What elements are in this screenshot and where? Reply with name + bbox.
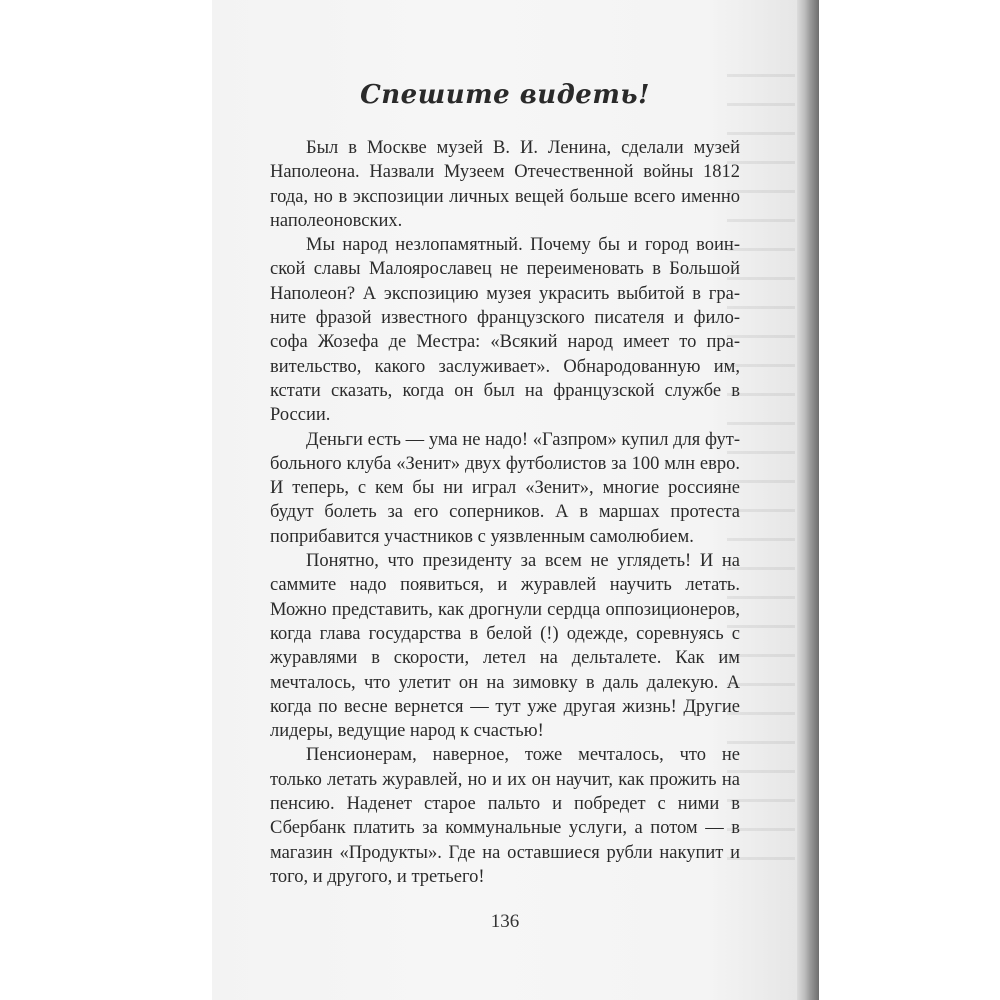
paragraph: Понятно, что президенту за всем не углядеть! И на саммите надо появиться, и журавлей научить летать. Можно представить, как дрогнули сердца оппозиционеров, когда глава государства в белой (!) одежде, соревнуясь с журавлями в скорости, летел на дельталете. Как им мечталось, что улетит он на зимовку в даль далекую. А когда по весне вернется — тут уже другая жизнь! Другие лидеры, ведущие народ к счастью! [270,551,740,742]
paragraph: Был в Москве музей В. И. Ленина, сделали музей Наполеона. Назвали Музеем Отечественной войны 1812 года, но в экспозиции личных вещей больше всего именно наполеоновских. [270,138,740,231]
book-gutter-shadow [797,0,819,1000]
page-number: 136 [490,911,520,932]
body-text [270,136,740,889]
chapter-title: Спешите видеть! [360,80,650,110]
paragraph: Мы народ незлопамятный. Почему бы и город воинской славы Малоярославец не переименовать в Большой Наполеон? А экспозицию музея украсить выбитой в граните фразой известного французского писателя и философа Жозефа де Местра: «Всякий народ имеет то правительство, какого заслуживает». Обнародованную им, кстати сказать, когда он был на французской службе в России. [270,235,740,426]
paragraph: Деньги есть — ума не надо! «Газпром» купил для футбольного клуба «Зенит» двух футболистов за 100 млн евро. И теперь, с кем бы ни играл «Зенит», многие россияне будут болеть за его соперников. А в маршах протеста поприбавится участников с уязвленным самолюбием. [270,429,740,547]
paragraph: Пенсионерам, наверное, тоже мечталось, что не только летать журавлей, но и их он научит, как прожить на пенсию. Наденет старое пальто и побредет с ними в Сбербанк платить за коммунальные услуги, а потом — в магазин «Продукты». Где на оставшиеся рубли накупит и того, и другого, и третьего! [270,745,740,887]
